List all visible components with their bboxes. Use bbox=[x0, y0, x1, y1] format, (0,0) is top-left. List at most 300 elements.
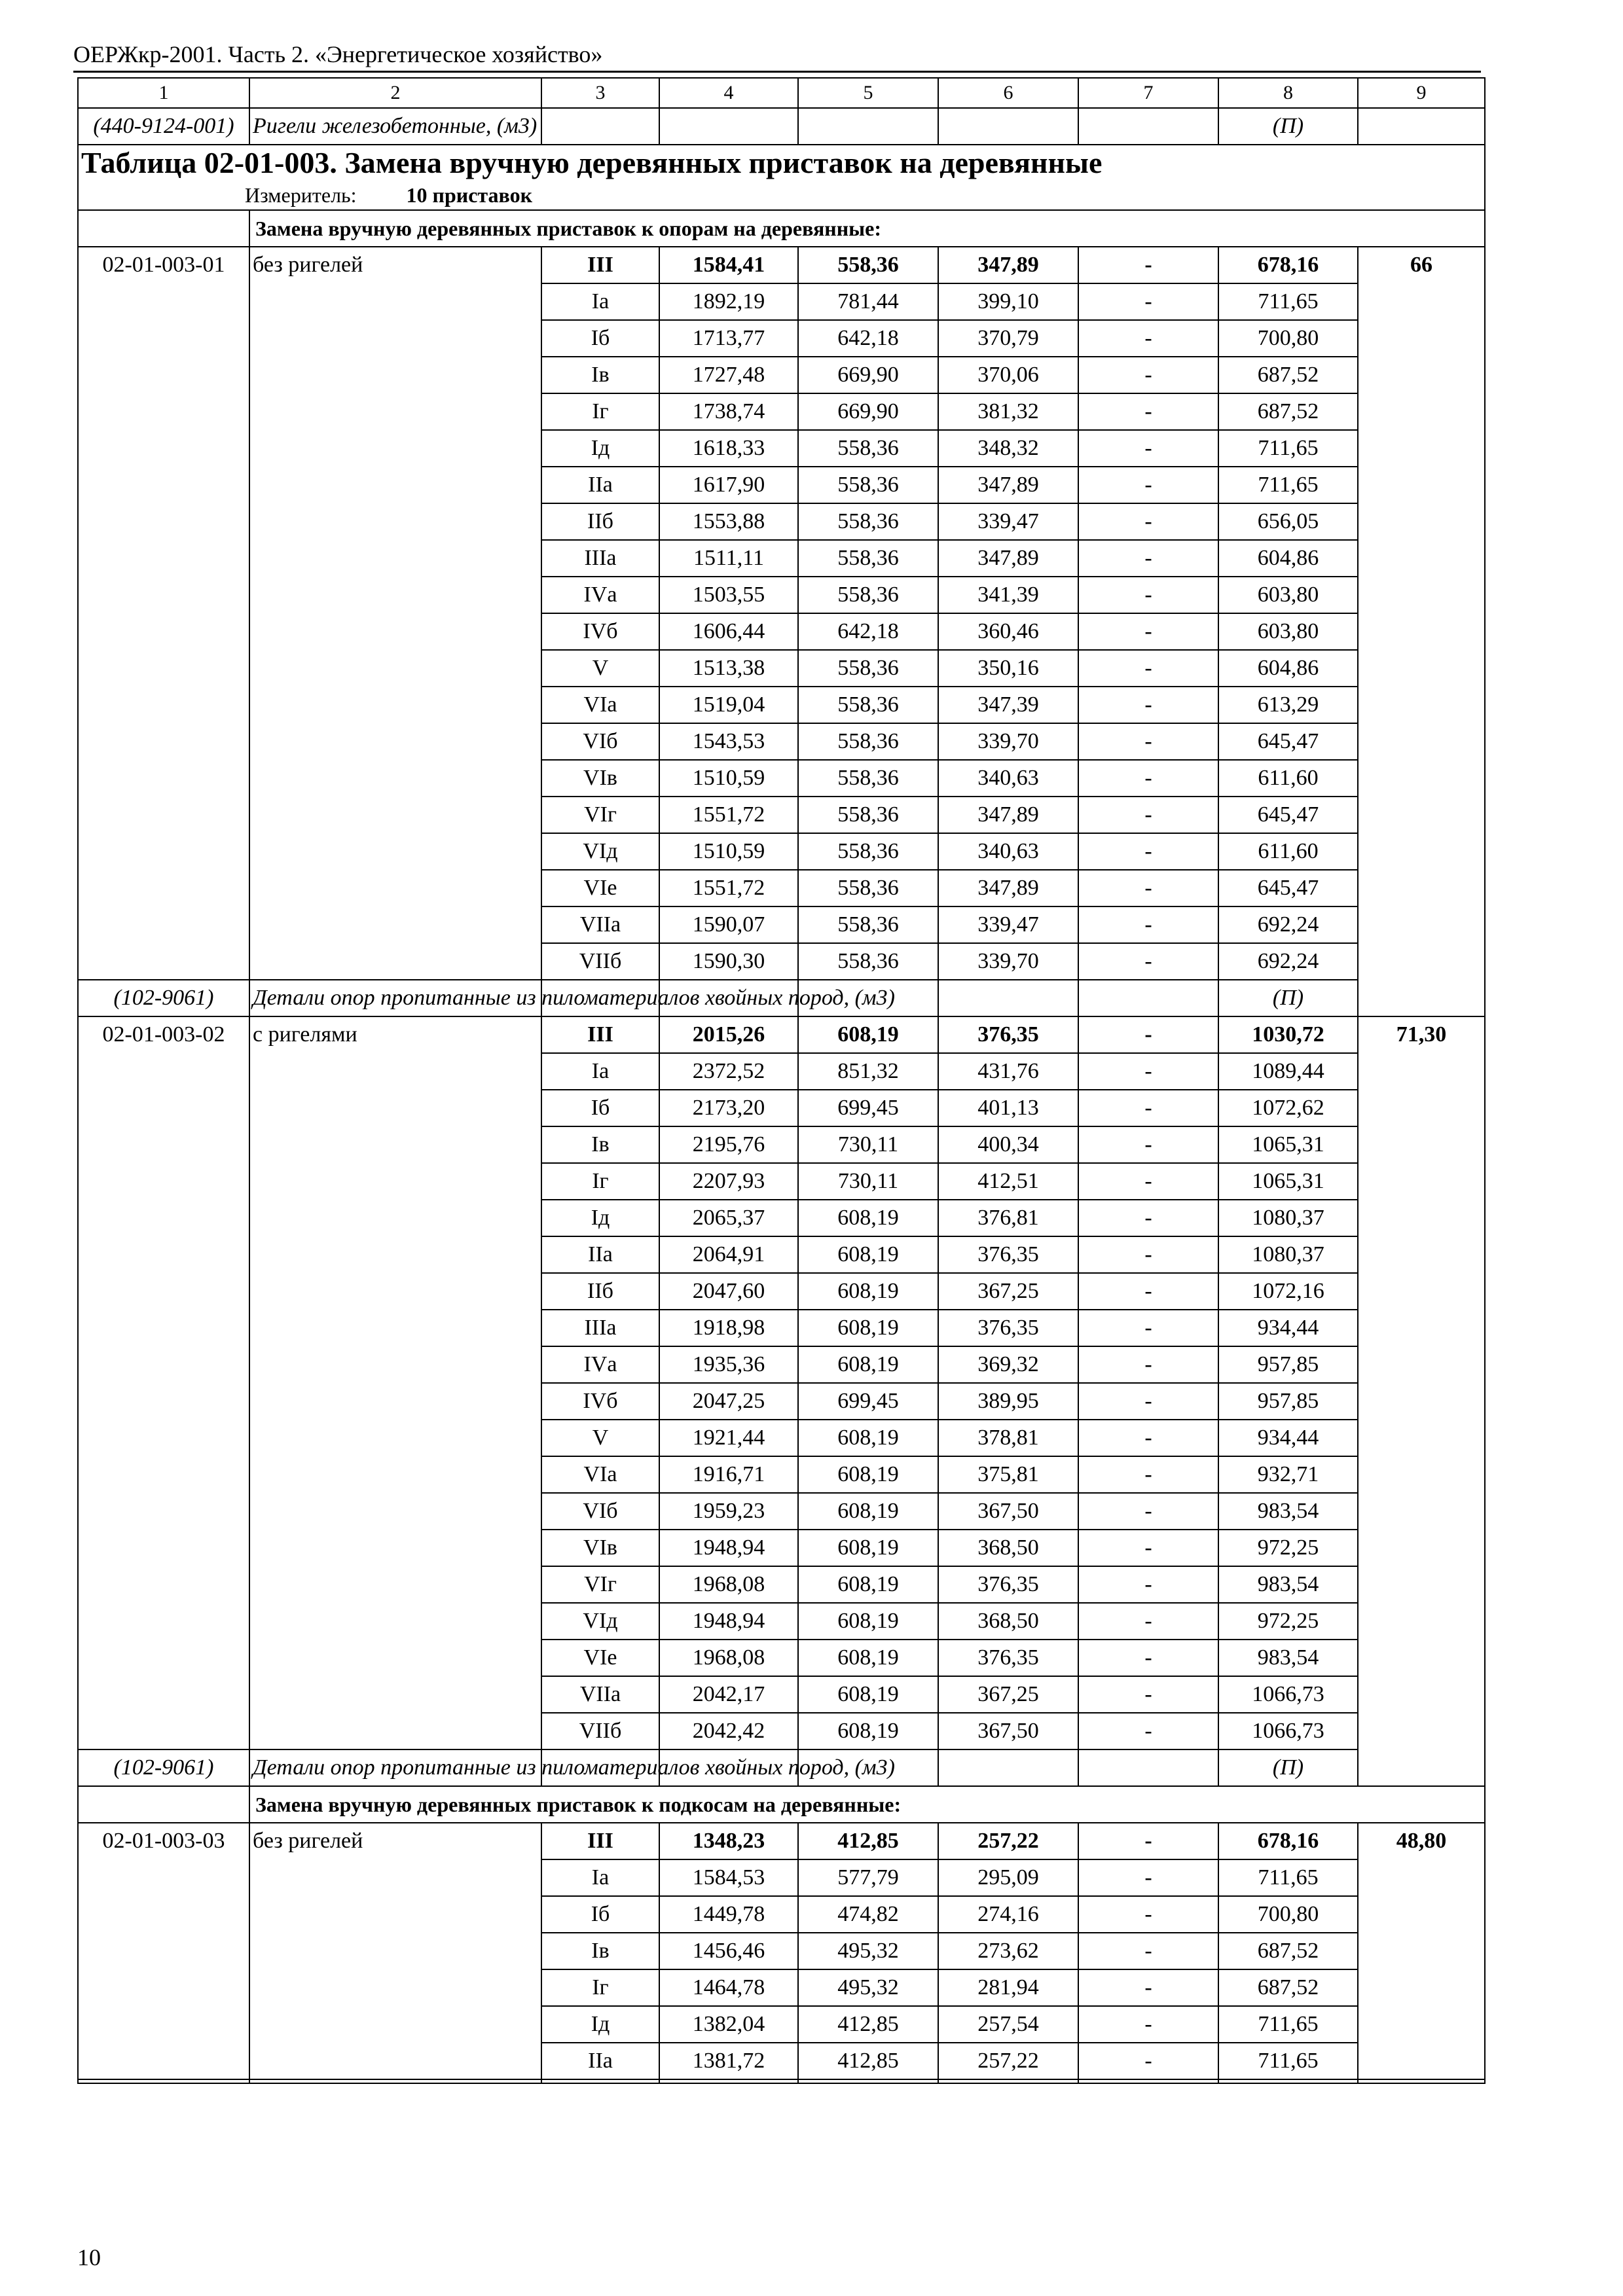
rate-value: - bbox=[1078, 320, 1218, 357]
rate-value: 1713,77 bbox=[659, 320, 798, 357]
rate-value: 558,36 bbox=[798, 870, 938, 906]
rate-value: 412,85 bbox=[798, 1823, 938, 1859]
rate-value: 1543,53 bbox=[659, 723, 798, 760]
rate-value: 339,47 bbox=[938, 906, 1078, 943]
zone-code: Iа bbox=[541, 1053, 659, 1090]
rate-row bbox=[78, 247, 1485, 283]
resource-name: Ригели железобетонные, (м3) bbox=[249, 108, 541, 145]
rate-value: 376,35 bbox=[938, 1640, 1078, 1676]
rate-value: 1065,31 bbox=[1218, 1126, 1358, 1163]
table-cell bbox=[1358, 2079, 1485, 2083]
rate-value: 474,82 bbox=[798, 1896, 938, 1933]
zone-code: VIб bbox=[541, 723, 659, 760]
table-cell bbox=[1078, 2079, 1218, 2083]
rate-value: 339,70 bbox=[938, 723, 1078, 760]
rate-value: 347,89 bbox=[938, 467, 1078, 503]
table-cell bbox=[78, 210, 249, 247]
rate-value: 1513,38 bbox=[659, 650, 798, 687]
rate-value: 1584,41 bbox=[659, 247, 798, 283]
rate-value: 1382,04 bbox=[659, 2006, 798, 2043]
rate-value: 608,19 bbox=[798, 1493, 938, 1530]
zone-code: VIг bbox=[541, 1566, 659, 1603]
rate-value: 972,25 bbox=[1218, 1603, 1358, 1640]
rate-value: 389,95 bbox=[938, 1383, 1078, 1420]
rate-value: - bbox=[1078, 650, 1218, 687]
zone-code: IIа bbox=[541, 2043, 659, 2079]
rate-value: 608,19 bbox=[798, 1200, 938, 1236]
rate-value: 1584,53 bbox=[659, 1859, 798, 1896]
rate-value: 1553,88 bbox=[659, 503, 798, 540]
table-cell bbox=[798, 108, 938, 145]
rate-value: 1590,07 bbox=[659, 906, 798, 943]
resource-row bbox=[78, 108, 1485, 145]
rate-value: 645,47 bbox=[1218, 723, 1358, 760]
rate-value: 700,80 bbox=[1218, 1896, 1358, 1933]
rate-value: 711,65 bbox=[1218, 2043, 1358, 2079]
zone-code: IIб bbox=[541, 503, 659, 540]
zone-code: VIд bbox=[541, 1603, 659, 1640]
rate-value: 645,47 bbox=[1218, 797, 1358, 833]
rate-value: - bbox=[1078, 1969, 1218, 2006]
rate-value: 608,19 bbox=[798, 1713, 938, 1749]
rate-value: 1551,72 bbox=[659, 870, 798, 906]
rate-value: 730,11 bbox=[798, 1126, 938, 1163]
rate-value: 1916,71 bbox=[659, 1456, 798, 1493]
rate-value: 687,52 bbox=[1218, 1969, 1358, 2006]
rate-value: 2042,17 bbox=[659, 1676, 798, 1713]
rate-value: - bbox=[1078, 1456, 1218, 1493]
rate-value: 669,90 bbox=[798, 393, 938, 430]
rate-value: - bbox=[1078, 1053, 1218, 1090]
rate-value: 558,36 bbox=[798, 503, 938, 540]
rate-value: 2047,60 bbox=[659, 1273, 798, 1310]
rate-value: 692,24 bbox=[1218, 906, 1358, 943]
resource-name: Детали опор пропитанные из пиломатериалов хвойных пород, (м3) bbox=[249, 980, 541, 1016]
rate-value: - bbox=[1078, 1566, 1218, 1603]
section-heading-row bbox=[78, 210, 1485, 247]
rate-value: 558,36 bbox=[798, 650, 938, 687]
section-heading-row bbox=[78, 1786, 1485, 1823]
rate-value: 340,63 bbox=[938, 833, 1078, 870]
rate-value: 368,50 bbox=[938, 1530, 1078, 1566]
rate-value: 2064,91 bbox=[659, 1236, 798, 1273]
rate-value: 378,81 bbox=[938, 1420, 1078, 1456]
rate-value: 558,36 bbox=[798, 943, 938, 980]
zone-code: Iв bbox=[541, 357, 659, 393]
rate-value: - bbox=[1078, 906, 1218, 943]
rate-value: 558,36 bbox=[798, 467, 938, 503]
rate-value: 957,85 bbox=[1218, 1346, 1358, 1383]
rate-value: 412,51 bbox=[938, 1163, 1078, 1200]
resource-row bbox=[78, 980, 1485, 1016]
rate-value: 700,80 bbox=[1218, 320, 1358, 357]
zone-code: VIв bbox=[541, 1530, 659, 1566]
rate-value: 376,35 bbox=[938, 1016, 1078, 1053]
rate-value: - bbox=[1078, 430, 1218, 467]
section-heading: Замена вручную деревянных приставок к подкосам на деревянные: bbox=[249, 1786, 1485, 1823]
rate-value: 613,29 bbox=[1218, 687, 1358, 723]
rate-value: 368,50 bbox=[938, 1603, 1078, 1640]
rate-value: - bbox=[1078, 1603, 1218, 1640]
rate-value: 1959,23 bbox=[659, 1493, 798, 1530]
rate-value: 957,85 bbox=[1218, 1383, 1358, 1420]
rate-value: 608,19 bbox=[798, 1640, 938, 1676]
rate-value: - bbox=[1078, 577, 1218, 613]
column-number: 9 bbox=[1358, 78, 1485, 108]
rate-value: 678,16 bbox=[1218, 247, 1358, 283]
zone-code: VIа bbox=[541, 1456, 659, 1493]
zone-code: VIа bbox=[541, 687, 659, 723]
rate-value: 370,06 bbox=[938, 357, 1078, 393]
table-end-row bbox=[78, 2079, 1485, 2083]
rate-value: - bbox=[1078, 760, 1218, 797]
zone-code: Iв bbox=[541, 1933, 659, 1969]
rate-value: 2173,20 bbox=[659, 1090, 798, 1126]
rate-value: 339,70 bbox=[938, 943, 1078, 980]
rate-value: 851,32 bbox=[798, 1053, 938, 1090]
rate-value: 375,81 bbox=[938, 1456, 1078, 1493]
rate-value: - bbox=[1078, 1236, 1218, 1273]
rate-value: 608,19 bbox=[798, 1273, 938, 1310]
rate-value: 608,19 bbox=[798, 1676, 938, 1713]
rate-value: 340,63 bbox=[938, 760, 1078, 797]
rate-value: 558,36 bbox=[798, 723, 938, 760]
rate-value: 257,22 bbox=[938, 1823, 1078, 1859]
rate-value: 608,19 bbox=[798, 1456, 938, 1493]
table-title-cell bbox=[78, 145, 1485, 210]
page-number: 10 bbox=[77, 2244, 101, 2270]
table-cell bbox=[938, 980, 1078, 1016]
zone-code: Iб bbox=[541, 1896, 659, 1933]
rate-value: 257,54 bbox=[938, 2006, 1078, 2043]
rate-value: 376,35 bbox=[938, 1566, 1078, 1603]
rate-value: 730,11 bbox=[798, 1163, 938, 1200]
rate-value: 1935,36 bbox=[659, 1346, 798, 1383]
table-title: Таблица 02-01-003. Замена вручную деревянных приставок на деревянные bbox=[81, 146, 1103, 179]
rate-value: 347,39 bbox=[938, 687, 1078, 723]
rate-value: - bbox=[1078, 613, 1218, 650]
table-cell bbox=[1358, 108, 1485, 145]
rate-value: 370,79 bbox=[938, 320, 1078, 357]
zone-code: Iд bbox=[541, 2006, 659, 2043]
rate-value: 376,35 bbox=[938, 1310, 1078, 1346]
rate-value: - bbox=[1078, 2043, 1218, 2079]
rate-value: 603,80 bbox=[1218, 577, 1358, 613]
rate-value: 431,76 bbox=[938, 1053, 1078, 1090]
rate-value: 608,19 bbox=[798, 1310, 938, 1346]
zone-code: VIIб bbox=[541, 1713, 659, 1749]
rate-value: 1072,62 bbox=[1218, 1090, 1358, 1126]
rate-value: 341,39 bbox=[938, 577, 1078, 613]
rate-row bbox=[78, 1823, 1485, 1859]
rate-value: 983,54 bbox=[1218, 1566, 1358, 1603]
rate-value: 1606,44 bbox=[659, 613, 798, 650]
rate-value: 367,50 bbox=[938, 1493, 1078, 1530]
zone-code: IIа bbox=[541, 467, 659, 503]
rate-value: - bbox=[1078, 1383, 1218, 1420]
rate-value: 281,94 bbox=[938, 1969, 1078, 2006]
rate-value: 399,10 bbox=[938, 283, 1078, 320]
rate-value: - bbox=[1078, 1859, 1218, 1896]
zone-code: IVб bbox=[541, 613, 659, 650]
rate-value: 711,65 bbox=[1218, 2006, 1358, 2043]
resource-unit: (П) bbox=[1218, 1749, 1358, 1786]
rate-value: 604,86 bbox=[1218, 650, 1358, 687]
rate-value: 1464,78 bbox=[659, 1969, 798, 2006]
rate-value: 412,85 bbox=[798, 2006, 938, 2043]
rate-value: 711,65 bbox=[1218, 1859, 1358, 1896]
column-number: 2 bbox=[249, 78, 541, 108]
rate-value: 367,25 bbox=[938, 1676, 1078, 1713]
rate-value: - bbox=[1078, 943, 1218, 980]
rate-value: 608,19 bbox=[798, 1603, 938, 1640]
zone-code: III bbox=[541, 247, 659, 283]
zone-code: VIб bbox=[541, 1493, 659, 1530]
rate-value: - bbox=[1078, 1346, 1218, 1383]
rate-value: 934,44 bbox=[1218, 1420, 1358, 1456]
rate-value: 687,52 bbox=[1218, 357, 1358, 393]
rate-code: 02-01-003-01 bbox=[78, 247, 249, 980]
rate-c9: 48,80 bbox=[1358, 1823, 1485, 2079]
zone-code: VIе bbox=[541, 870, 659, 906]
rate-value: 558,36 bbox=[798, 430, 938, 467]
rate-value: 401,13 bbox=[938, 1090, 1078, 1126]
zone-code: VIIб bbox=[541, 943, 659, 980]
rate-value: 1449,78 bbox=[659, 1896, 798, 1933]
rate-value: 1089,44 bbox=[1218, 1053, 1358, 1090]
rate-value: 1072,16 bbox=[1218, 1273, 1358, 1310]
rate-value: 558,36 bbox=[798, 577, 938, 613]
zone-code: III bbox=[541, 1016, 659, 1053]
zone-code: IVб bbox=[541, 1383, 659, 1420]
table-cell bbox=[659, 2079, 798, 2083]
table-cell bbox=[1078, 108, 1218, 145]
rate-value: 608,19 bbox=[798, 1530, 938, 1566]
rate-value: 1066,73 bbox=[1218, 1676, 1358, 1713]
zone-code: V bbox=[541, 650, 659, 687]
rate-row bbox=[78, 1016, 1485, 1053]
rate-value: 2207,93 bbox=[659, 1163, 798, 1200]
zone-code: IIIа bbox=[541, 540, 659, 577]
rate-value: - bbox=[1078, 357, 1218, 393]
rate-name: с ригелями bbox=[249, 1016, 541, 1749]
zone-code: Iб bbox=[541, 1090, 659, 1126]
rate-value: 376,35 bbox=[938, 1236, 1078, 1273]
table-cell bbox=[798, 2079, 938, 2083]
rate-value: 295,09 bbox=[938, 1859, 1078, 1896]
rate-value: 692,24 bbox=[1218, 943, 1358, 980]
rate-value: 1519,04 bbox=[659, 687, 798, 723]
table-cell bbox=[1078, 980, 1218, 1016]
measure-label: Измеритель: bbox=[245, 183, 357, 207]
rate-value: 1948,94 bbox=[659, 1603, 798, 1640]
rate-value: - bbox=[1078, 1933, 1218, 1969]
column-number-row bbox=[78, 78, 1485, 108]
resource-code: (102-9061) bbox=[78, 1749, 249, 1786]
rate-value: - bbox=[1078, 833, 1218, 870]
column-number: 5 bbox=[798, 78, 938, 108]
table-cell bbox=[249, 2079, 541, 2083]
rate-value: 2195,76 bbox=[659, 1126, 798, 1163]
rate-value: 347,89 bbox=[938, 870, 1078, 906]
column-number: 6 bbox=[938, 78, 1078, 108]
rate-value: 1968,08 bbox=[659, 1566, 798, 1603]
column-number: 3 bbox=[541, 78, 659, 108]
rate-value: 1921,44 bbox=[659, 1420, 798, 1456]
rate-value: - bbox=[1078, 1090, 1218, 1126]
rate-value: 558,36 bbox=[798, 797, 938, 833]
rate-value: 1381,72 bbox=[659, 2043, 798, 2079]
resource-code: (440-9124-001) bbox=[78, 108, 249, 145]
rate-value: 400,34 bbox=[938, 1126, 1078, 1163]
rate-value: 369,32 bbox=[938, 1346, 1078, 1383]
rate-value: 360,46 bbox=[938, 613, 1078, 650]
rate-value: - bbox=[1078, 1126, 1218, 1163]
zone-code: VIг bbox=[541, 797, 659, 833]
zone-code: Iа bbox=[541, 1859, 659, 1896]
zone-code: Iб bbox=[541, 320, 659, 357]
zone-code: V bbox=[541, 1420, 659, 1456]
rate-value: 604,86 bbox=[1218, 540, 1358, 577]
rate-value: 611,60 bbox=[1218, 760, 1358, 797]
rate-value: 381,32 bbox=[938, 393, 1078, 430]
rate-value: - bbox=[1078, 870, 1218, 906]
rate-value: 983,54 bbox=[1218, 1493, 1358, 1530]
rate-value: - bbox=[1078, 540, 1218, 577]
rate-value: 558,36 bbox=[798, 687, 938, 723]
rate-value: 1590,30 bbox=[659, 943, 798, 980]
rate-value: 558,36 bbox=[798, 247, 938, 283]
rate-value: - bbox=[1078, 723, 1218, 760]
rate-value: 1503,55 bbox=[659, 577, 798, 613]
zone-code: IIа bbox=[541, 1236, 659, 1273]
rate-value: 642,18 bbox=[798, 320, 938, 357]
rate-value: 1456,46 bbox=[659, 1933, 798, 1969]
running-header: ОЕРЖкр-2001. Часть 2. «Энергетическое хозяйство» bbox=[73, 41, 603, 67]
rate-value: 608,19 bbox=[798, 1566, 938, 1603]
rate-value: 1510,59 bbox=[659, 760, 798, 797]
table-cell bbox=[541, 108, 659, 145]
table-cell bbox=[541, 2079, 659, 2083]
zone-code: VIв bbox=[541, 760, 659, 797]
rate-value: 608,19 bbox=[798, 1016, 938, 1053]
rate-value: 367,25 bbox=[938, 1273, 1078, 1310]
rate-value: 1551,72 bbox=[659, 797, 798, 833]
rate-value: 699,45 bbox=[798, 1383, 938, 1420]
measure-value: 10 приставок bbox=[406, 183, 532, 207]
table-cell bbox=[78, 2079, 249, 2083]
zone-code: IIб bbox=[541, 1273, 659, 1310]
rate-value: - bbox=[1078, 1713, 1218, 1749]
rate-value: 1348,23 bbox=[659, 1823, 798, 1859]
table-cell bbox=[659, 108, 798, 145]
rate-value: 608,19 bbox=[798, 1420, 938, 1456]
rate-value: 257,22 bbox=[938, 2043, 1078, 2079]
rate-value: - bbox=[1078, 1200, 1218, 1236]
rate-value: 1618,33 bbox=[659, 430, 798, 467]
resource-name: Детали опор пропитанные из пиломатериалов хвойных пород, (м3) bbox=[249, 1749, 541, 1786]
rate-value: - bbox=[1078, 393, 1218, 430]
rate-name: без ригелей bbox=[249, 1823, 541, 2079]
table-cell bbox=[1078, 1749, 1218, 1786]
rate-value: 711,65 bbox=[1218, 467, 1358, 503]
rate-value: 347,89 bbox=[938, 247, 1078, 283]
rate-c9: 66 bbox=[1358, 247, 1485, 1016]
rate-value: 983,54 bbox=[1218, 1640, 1358, 1676]
zone-code: IVа bbox=[541, 577, 659, 613]
rate-value: - bbox=[1078, 1530, 1218, 1566]
table-cell bbox=[938, 2079, 1078, 2083]
rate-value: 1727,48 bbox=[659, 357, 798, 393]
rate-value: 1510,59 bbox=[659, 833, 798, 870]
column-number: 8 bbox=[1218, 78, 1358, 108]
rate-value: 1066,73 bbox=[1218, 1713, 1358, 1749]
zone-code: Iд bbox=[541, 430, 659, 467]
zone-code: VIIа bbox=[541, 906, 659, 943]
zone-code: Iв bbox=[541, 1126, 659, 1163]
table-title-row bbox=[78, 145, 1485, 210]
rate-value: 348,32 bbox=[938, 430, 1078, 467]
rate-value: - bbox=[1078, 1896, 1218, 1933]
column-number: 1 bbox=[78, 78, 249, 108]
measure-line bbox=[81, 181, 1482, 209]
rate-name: без ригелей bbox=[249, 247, 541, 980]
rate-value: 2372,52 bbox=[659, 1053, 798, 1090]
rate-value: - bbox=[1078, 797, 1218, 833]
zone-code: VIд bbox=[541, 833, 659, 870]
rate-value: 274,16 bbox=[938, 1896, 1078, 1933]
resource-code: (102-9061) bbox=[78, 980, 249, 1016]
rate-value: 608,19 bbox=[798, 1346, 938, 1383]
rate-value: 412,85 bbox=[798, 2043, 938, 2079]
rate-value: 711,65 bbox=[1218, 283, 1358, 320]
rate-value: 1030,72 bbox=[1218, 1016, 1358, 1053]
rate-value: 611,60 bbox=[1218, 833, 1358, 870]
rate-value: 1617,90 bbox=[659, 467, 798, 503]
rate-value: 642,18 bbox=[798, 613, 938, 650]
table-cell bbox=[938, 108, 1078, 145]
rate-value: - bbox=[1078, 1420, 1218, 1456]
rate-value: 347,89 bbox=[938, 797, 1078, 833]
zone-code: Iг bbox=[541, 1969, 659, 2006]
rate-value: 376,81 bbox=[938, 1200, 1078, 1236]
rate-value: - bbox=[1078, 1676, 1218, 1713]
rate-value: 1918,98 bbox=[659, 1310, 798, 1346]
rate-value: 781,44 bbox=[798, 283, 938, 320]
rate-value: - bbox=[1078, 503, 1218, 540]
rate-value: - bbox=[1078, 1163, 1218, 1200]
rate-value: 1948,94 bbox=[659, 1530, 798, 1566]
rate-value: - bbox=[1078, 1493, 1218, 1530]
table-body bbox=[78, 78, 1485, 2083]
rate-value: 558,36 bbox=[798, 906, 938, 943]
zone-code: IVа bbox=[541, 1346, 659, 1383]
rate-value: 2015,26 bbox=[659, 1016, 798, 1053]
rate-value: 495,32 bbox=[798, 1969, 938, 2006]
rate-code: 02-01-003-02 bbox=[78, 1016, 249, 1749]
header-rule bbox=[73, 71, 1481, 73]
rate-value: - bbox=[1078, 1823, 1218, 1859]
rate-value: 1080,37 bbox=[1218, 1236, 1358, 1273]
rate-value: 1892,19 bbox=[659, 283, 798, 320]
rate-value: 2047,25 bbox=[659, 1383, 798, 1420]
rate-value: 558,36 bbox=[798, 540, 938, 577]
rate-value: 339,47 bbox=[938, 503, 1078, 540]
rates-table bbox=[77, 77, 1486, 2084]
rate-value: 603,80 bbox=[1218, 613, 1358, 650]
rate-value: 699,45 bbox=[798, 1090, 938, 1126]
table-cell bbox=[1218, 2079, 1358, 2083]
